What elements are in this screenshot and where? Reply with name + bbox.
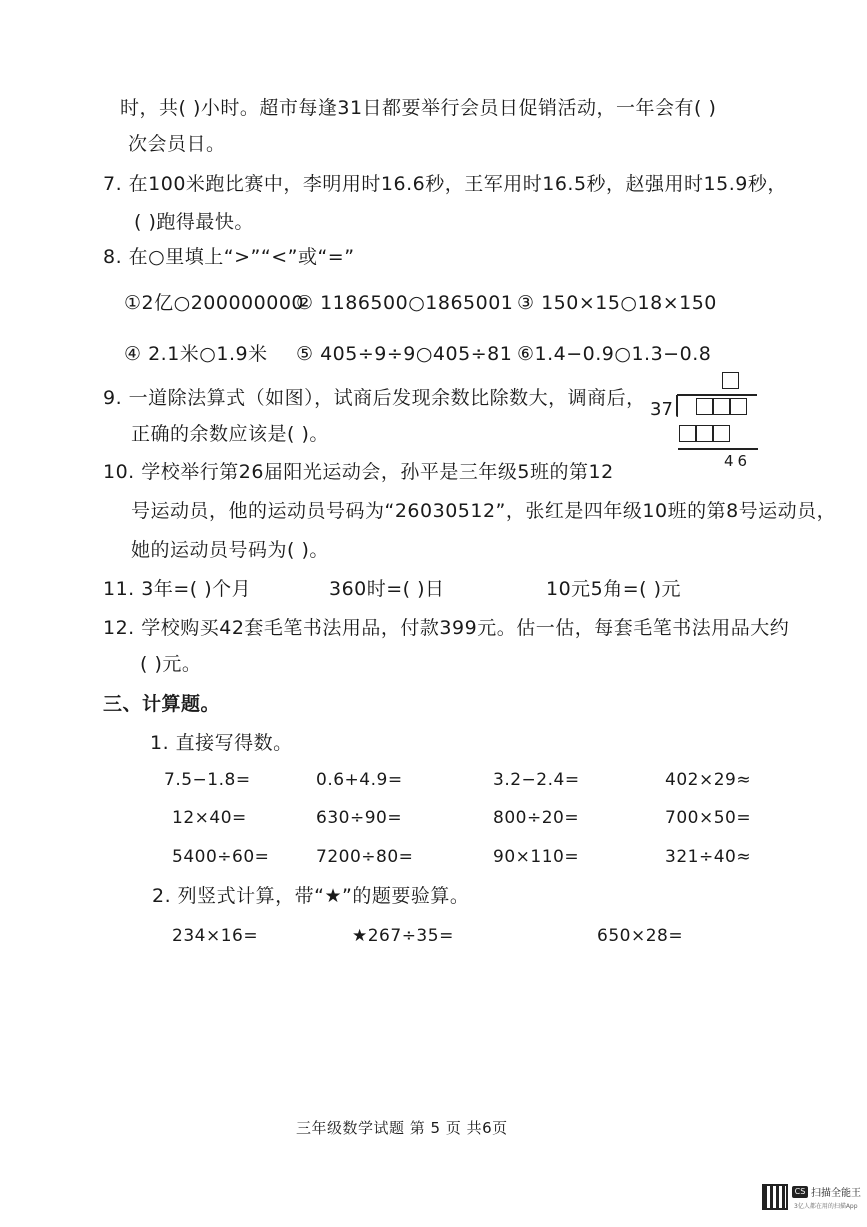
calc-3-3: 90×110= xyxy=(493,847,580,867)
product-box-1 xyxy=(679,425,696,442)
division-bracket xyxy=(676,395,678,417)
question-8-item-6: ⑥1.4−0.9○1.3−0.8 xyxy=(517,343,712,365)
question-6-line-2: 次会员日。 xyxy=(128,133,226,155)
page-footer: 三年级数学试题 第 5 页 共6页 xyxy=(296,1119,508,1137)
calc-2-4: 700×50= xyxy=(665,808,752,828)
question-8-item-2: ② 1186500○1865001 xyxy=(296,292,514,314)
question-10-line-1: 10. 学校举行第26届阳光运动会，孙平是三年级5班的第12 xyxy=(103,461,614,483)
vertical-calc-2: ★267÷35= xyxy=(352,926,454,946)
calc-2-3: 800÷20= xyxy=(493,808,580,828)
camscanner-logo: CS xyxy=(792,1186,808,1198)
question-11-part-1: 11. 3年=( )个月 xyxy=(103,578,252,600)
vertical-calc-1: 234×16= xyxy=(172,926,259,946)
question-11-part-2: 360时=( )日 xyxy=(329,578,445,600)
calc-1-1: 7.5−1.8= xyxy=(164,770,251,790)
calc-2-2: 630÷90= xyxy=(316,808,403,828)
scanner-name: 扫描全能王 xyxy=(811,1188,861,1199)
long-division-figure xyxy=(650,368,760,473)
calc-1-4: 402×29≈ xyxy=(665,770,752,790)
question-8-item-1: ①2亿○200000000 xyxy=(124,292,304,314)
question-10-line-2: 号运动员，他的运动员号码为“26030512”，张红是四年级10班的第8号运动员， xyxy=(131,500,837,522)
calc-1-3: 3.2−2.4= xyxy=(493,770,580,790)
part-2-title: 2. 列竖式计算，带“★”的题要验算。 xyxy=(152,885,470,907)
question-7-line-1: 7. 在100米跑比赛中，李明用时16.6秒，王军用时16.5秒，赵强用时15.9秒， xyxy=(103,173,787,195)
part-1-title: 1. 直接写得数。 xyxy=(150,732,293,754)
dividend-box-1 xyxy=(696,398,713,415)
calc-3-4: 321÷40≈ xyxy=(665,847,752,867)
remainder: 46 xyxy=(724,452,752,470)
dividend-box-3 xyxy=(730,398,747,415)
division-bar xyxy=(677,394,757,396)
question-10-line-3: 她的运动员号码为( )。 xyxy=(131,539,329,561)
quotient-box xyxy=(722,372,739,389)
question-12-line-2: ( )元。 xyxy=(140,653,202,675)
divisor: 37 xyxy=(650,399,673,420)
qr-code-icon xyxy=(762,1184,788,1210)
subtraction-rule xyxy=(678,448,758,450)
question-9-line-2: 正确的余数应该是( )。 xyxy=(131,423,329,445)
calc-3-1: 5400÷60= xyxy=(172,847,270,867)
section-3-title: 三、计算题。 xyxy=(103,693,221,715)
calc-1-2: 0.6+4.9= xyxy=(316,770,403,790)
question-7-line-2: ( )跑得最快。 xyxy=(134,211,254,233)
vertical-calc-3: 650×28= xyxy=(597,926,684,946)
scanner-tagline: 3亿人都在用的扫描App xyxy=(794,1203,858,1210)
question-11-part-3: 10元5角=( )元 xyxy=(546,578,682,600)
product-box-3 xyxy=(713,425,730,442)
question-12-line-1: 12. 学校购买42套毛笔书法用品，付款399元。估一估，每套毛笔书法用品大约 xyxy=(103,617,790,639)
product-box-2 xyxy=(696,425,713,442)
question-6-line-1: 时，共( )小时。超市每逢31日都要举行会员日促销活动，一年会有( ) xyxy=(120,97,717,119)
calc-3-2: 7200÷80= xyxy=(316,847,414,867)
question-9-line-1: 9. 一道除法算式（如图），试商后发现余数比除数大，调商后， xyxy=(103,387,646,409)
question-8-title: 8. 在○里填上“>”“<”或“=” xyxy=(103,246,355,268)
question-8-item-5: ⑤ 405÷9÷9○405÷81 xyxy=(296,343,513,365)
calc-2-1: 12×40= xyxy=(172,808,247,828)
dividend-box-2 xyxy=(713,398,730,415)
question-8-item-3: ③ 150×15○18×150 xyxy=(517,292,717,314)
question-8-item-4: ④ 2.1米○1.9米 xyxy=(124,343,268,365)
